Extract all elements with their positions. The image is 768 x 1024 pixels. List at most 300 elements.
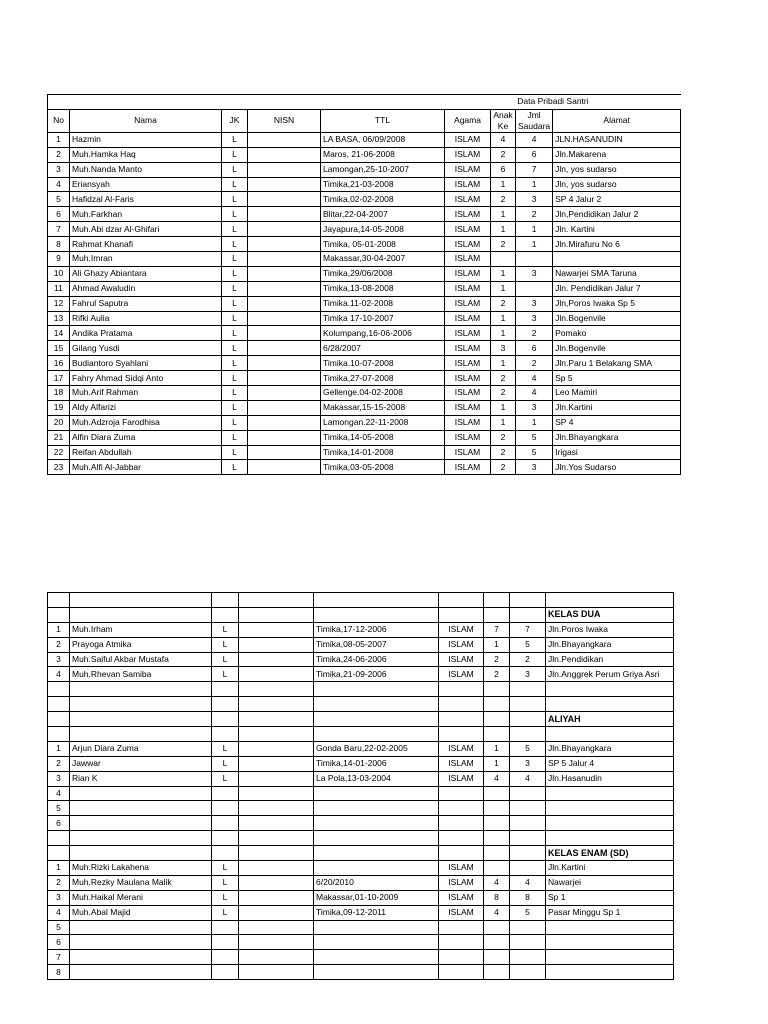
cell-nama: Fahrul Saputra (70, 296, 222, 311)
cell-agama: ISLAM (439, 741, 484, 756)
cell-jk: L (222, 460, 248, 475)
cell-alamat: Jln.Kartini (546, 861, 674, 876)
cell-no: 3 (48, 162, 70, 177)
cell-alamat: Jln.Mirafuru No 6 (553, 237, 681, 252)
cell-anak-ke: 4 (484, 875, 510, 890)
cell-no: 2 (48, 875, 70, 890)
cell-no: 6 (48, 935, 70, 950)
header-anak-ke-line1: Anak (493, 109, 513, 120)
cell-ttl: Timika.10-07-2008 (321, 356, 445, 371)
section-title: KELAS ENAM (SD) (546, 846, 674, 861)
cell-ttl (314, 786, 439, 801)
header-jml-line1: Jml (527, 109, 541, 120)
cell-no: 17 (48, 371, 70, 386)
cell-nisn (239, 861, 314, 876)
table-row (48, 132, 681, 147)
cell-alamat: Pomako (553, 326, 681, 341)
cell-agama: ISLAM (445, 460, 491, 475)
cell-no: 11 (48, 281, 70, 296)
cell-anak-ke: 1 (491, 222, 516, 237)
cell-no: 12 (48, 296, 70, 311)
cell-nisn (248, 445, 321, 460)
table-row (48, 786, 674, 801)
cell-anak-ke: 1 (484, 756, 510, 771)
cell-agama (439, 816, 484, 831)
table-row (48, 682, 674, 697)
cell-ttl: 6/20/2010 (314, 875, 439, 890)
cell-nama (70, 935, 212, 950)
cell-no: 4 (48, 786, 70, 801)
cell-no: 5 (48, 920, 70, 935)
cell-nama: Eriansyah (70, 177, 222, 192)
cell-jml-saudara: 3 (516, 460, 553, 475)
cell-ttl: Makassar,30-04-2007 (321, 252, 445, 267)
cell-jml-saudara: 5 (516, 445, 553, 460)
cell-jk (212, 950, 239, 965)
cell-anak-ke (484, 786, 510, 801)
cell-ttl: Timika,17-12-2006 (314, 622, 439, 637)
cell-anak-ke: 4 (484, 905, 510, 920)
cell-anak-ke (484, 593, 510, 608)
table-row (48, 831, 674, 846)
cell-agama (439, 935, 484, 950)
cell-jml-saudara: 3 (516, 400, 553, 415)
cell-agama: ISLAM (445, 415, 491, 430)
header-anak-ke-line2: Ke (497, 120, 509, 131)
cell-ttl (314, 682, 439, 697)
cell-jml-saudara (510, 801, 546, 816)
cell-anak-ke: 1 (491, 177, 516, 192)
table-row (48, 445, 681, 460)
cell-jk: L (222, 430, 248, 445)
cell-jml-saudara: 5 (516, 430, 553, 445)
cell-nisn (248, 266, 321, 281)
cell-no: 18 (48, 386, 70, 401)
cell-jml-saudara (510, 697, 546, 712)
cell-nama: Alfin Diara Zuma (70, 430, 222, 445)
cell-no: 8 (48, 965, 70, 980)
cell-nama: Andika Pratama (70, 326, 222, 341)
cell-agama: ISLAM (445, 400, 491, 415)
cell-nama: Rifki Aulia (70, 311, 222, 326)
cell-anak-ke: 2 (491, 371, 516, 386)
cell-agama: ISLAM (445, 341, 491, 356)
cell-nama (70, 712, 212, 727)
table-row (48, 162, 681, 177)
cell-nama: Muh.Farkhan (70, 207, 222, 222)
cell-alamat (546, 816, 674, 831)
cell-jml-saudara: 1 (516, 177, 553, 192)
cell-jml-saudara (516, 281, 553, 296)
cell-anak-ke (484, 846, 510, 861)
cell-agama: ISLAM (445, 371, 491, 386)
cell-agama (439, 786, 484, 801)
cell-nisn (239, 712, 314, 727)
table-row (48, 875, 674, 890)
cell-jk (212, 846, 239, 861)
cell-jml-saudara (516, 252, 553, 267)
table-row (48, 667, 674, 682)
cell-jk (212, 816, 239, 831)
cell-jk: L (222, 326, 248, 341)
table-row (48, 400, 681, 415)
cell-ttl: Timika,02-02-2008 (321, 192, 445, 207)
cell-anak-ke: 2 (491, 430, 516, 445)
cell-no: 14 (48, 326, 70, 341)
cell-agama: ISLAM (445, 192, 491, 207)
table-row (48, 460, 681, 475)
table-row (48, 861, 674, 876)
cell-jk: L (212, 771, 239, 786)
cell-nisn (239, 890, 314, 905)
table-row (48, 177, 681, 192)
cell-agama: ISLAM (445, 430, 491, 445)
cell-nisn (239, 652, 314, 667)
cell-ttl (314, 831, 439, 846)
cell-jk: L (222, 341, 248, 356)
cell-nisn (239, 935, 314, 950)
cell-agama: ISLAM (439, 861, 484, 876)
cell-nama: Muh.Haikal Merani (70, 890, 212, 905)
cell-jk (212, 801, 239, 816)
cell-nisn (239, 801, 314, 816)
cell-no (48, 846, 70, 861)
cell-ttl: Timika,13-08-2008 (321, 281, 445, 296)
cell-anak-ke: 1 (491, 311, 516, 326)
cell-jml-saudara: 3 (510, 667, 546, 682)
cell-nisn (248, 281, 321, 296)
cell-alamat: Jln, yos sudarso (553, 177, 681, 192)
cell-nisn (239, 607, 314, 622)
cell-anak-ke: 7 (484, 622, 510, 637)
cell-jml-saudara: 2 (516, 207, 553, 222)
table-row (48, 756, 674, 771)
cell-ttl: Timika, 05-01-2008 (321, 237, 445, 252)
cell-jml-saudara: 2 (516, 356, 553, 371)
cell-agama: ISLAM (445, 445, 491, 460)
table-row (48, 430, 681, 445)
cell-nisn (248, 341, 321, 356)
cell-agama (439, 697, 484, 712)
cell-alamat (546, 920, 674, 935)
cell-anak-ke: 1 (484, 637, 510, 652)
cell-alamat: Jln. Pendidikan Jalur 7 (553, 281, 681, 296)
cell-ttl: Timika,21-09-2006 (314, 667, 439, 682)
cell-jml-saudara (510, 607, 546, 622)
cell-jml-saudara: 8 (510, 890, 546, 905)
cell-ttl: Timika,03-05-2008 (321, 460, 445, 475)
header-alamat: Alamat (553, 109, 681, 132)
cell-no: 4 (48, 177, 70, 192)
cell-no: 3 (48, 652, 70, 667)
cell-anak-ke (484, 861, 510, 876)
header-jk: JK (222, 109, 248, 132)
cell-alamat: JLN.HASANUDIN (553, 132, 681, 147)
table-row (48, 371, 681, 386)
cell-agama: ISLAM (445, 252, 491, 267)
cell-jml-saudara: 5 (510, 637, 546, 652)
cell-nisn (239, 727, 314, 742)
cell-jk: L (222, 296, 248, 311)
cell-jml-saudara (510, 831, 546, 846)
cell-agama (439, 950, 484, 965)
table-row (48, 890, 674, 905)
cell-alamat (546, 950, 674, 965)
cell-no: 9 (48, 252, 70, 267)
cell-nisn (248, 460, 321, 475)
table-row (48, 652, 674, 667)
cell-jml-saudara: 3 (510, 756, 546, 771)
cell-ttl (314, 846, 439, 861)
cell-jml-saudara: 2 (510, 652, 546, 667)
table-row (48, 950, 674, 965)
cell-anak-ke: 1 (491, 281, 516, 296)
cell-anak-ke (491, 252, 516, 267)
header-row (48, 109, 681, 132)
cell-jml-saudara (510, 727, 546, 742)
cell-ttl: Timika,08-05-2007 (314, 637, 439, 652)
cell-anak-ke: 1 (491, 207, 516, 222)
header-agama: Agama (445, 109, 491, 132)
cell-nisn (239, 846, 314, 861)
cell-jml-saudara (510, 965, 546, 980)
cell-nama: Muh.Abal Majid (70, 905, 212, 920)
cell-no (48, 682, 70, 697)
cell-no: 20 (48, 415, 70, 430)
cell-agama (439, 712, 484, 727)
header-ttl: TTL (321, 109, 445, 132)
cell-alamat: Jln.Poros Iwaka (546, 622, 674, 637)
table-row (48, 207, 681, 222)
table-row (48, 741, 674, 756)
cell-alamat (546, 727, 674, 742)
table-row (48, 935, 674, 950)
cell-nama: Muh.Rhevan Samiba (70, 667, 212, 682)
cell-nisn (239, 816, 314, 831)
cell-no: 23 (48, 460, 70, 475)
cell-agama (439, 920, 484, 935)
cell-no: 4 (48, 905, 70, 920)
cell-ttl (314, 593, 439, 608)
cell-nisn (248, 415, 321, 430)
cell-anak-ke (484, 801, 510, 816)
table-row (48, 622, 674, 637)
cell-jk: L (222, 222, 248, 237)
cell-nisn (248, 222, 321, 237)
cell-nama (70, 831, 212, 846)
table-row (48, 801, 674, 816)
cell-anak-ke: 1 (484, 741, 510, 756)
cell-ttl: LA BASA, 06/09/2008 (321, 132, 445, 147)
cell-no: 6 (48, 816, 70, 831)
cell-nama (70, 727, 212, 742)
cell-jml-saudara (510, 816, 546, 831)
cell-no: 10 (48, 266, 70, 281)
cell-ttl: Makassar,01-10-2009 (314, 890, 439, 905)
cell-alamat: Jln. Kartini (553, 222, 681, 237)
cell-jk: L (212, 905, 239, 920)
cell-jml-saudara: 6 (516, 147, 553, 162)
cell-anak-ke (484, 965, 510, 980)
cell-nisn (239, 697, 314, 712)
cell-nama (70, 801, 212, 816)
cell-alamat (546, 697, 674, 712)
cell-jk: L (222, 207, 248, 222)
table-row (48, 905, 674, 920)
cell-agama: ISLAM (445, 311, 491, 326)
table-row (48, 311, 681, 326)
cell-jk: L (222, 266, 248, 281)
table-row (48, 771, 674, 786)
cell-anak-ke: 1 (491, 266, 516, 281)
cell-agama (439, 607, 484, 622)
cell-jml-saudara: 1 (516, 222, 553, 237)
cell-ttl: Blitar,22-04-2007 (321, 207, 445, 222)
cell-jml-saudara: 4 (516, 132, 553, 147)
cell-ttl: Maros, 21-06-2008 (321, 147, 445, 162)
cell-anak-ke: 3 (491, 341, 516, 356)
cell-no (48, 593, 70, 608)
cell-anak-ke (484, 697, 510, 712)
cell-jml-saudara: 3 (516, 266, 553, 281)
cell-jk: L (222, 386, 248, 401)
cell-no: 6 (48, 207, 70, 222)
cell-jk: L (212, 652, 239, 667)
cell-agama (439, 682, 484, 697)
cell-alamat (546, 965, 674, 980)
cell-no: 2 (48, 637, 70, 652)
cell-nama: Gilang Yusdi (70, 341, 222, 356)
cell-jk: L (222, 237, 248, 252)
cell-agama (439, 593, 484, 608)
header-no: No (48, 109, 70, 132)
cell-ttl: Lamongan.22-11-2008 (321, 415, 445, 430)
cell-jk (212, 920, 239, 935)
cell-nama: Fahry Ahmad Sidqi Anto (70, 371, 222, 386)
cell-anak-ke (484, 950, 510, 965)
cell-nama: Muh.Irham (70, 622, 212, 637)
cell-jk: L (222, 400, 248, 415)
table-row (48, 593, 674, 608)
cell-no: 16 (48, 356, 70, 371)
santri-table-body (48, 132, 681, 474)
cell-nama (70, 786, 212, 801)
cell-anak-ke: 1 (491, 326, 516, 341)
cell-alamat: Sp 5 (553, 371, 681, 386)
cell-ttl: Timika,14-05-2008 (321, 430, 445, 445)
cell-nisn (239, 905, 314, 920)
table-row (48, 266, 681, 281)
table-row (48, 326, 681, 341)
cell-no: 3 (48, 890, 70, 905)
cell-alamat: Jln.Bhayangkara (546, 741, 674, 756)
cell-jk (212, 786, 239, 801)
cell-nama: Muh.Adzroja Farodhisa (70, 415, 222, 430)
cell-nisn (248, 192, 321, 207)
cell-nisn (248, 311, 321, 326)
cell-jml-saudara (510, 682, 546, 697)
cell-ttl: La Pola,13-03-2004 (314, 771, 439, 786)
cell-alamat (546, 786, 674, 801)
cell-ttl: Timika,24-06-2006 (314, 652, 439, 667)
cell-agama: ISLAM (445, 162, 491, 177)
cell-no: 1 (48, 622, 70, 637)
cell-jk (212, 593, 239, 608)
cell-nama (70, 846, 212, 861)
cell-nama: Rian K (70, 771, 212, 786)
table-row (48, 386, 681, 401)
cell-nama (70, 697, 212, 712)
cell-agama: ISLAM (445, 237, 491, 252)
cell-agama: ISLAM (439, 905, 484, 920)
cell-nisn (239, 756, 314, 771)
cell-anak-ke (484, 727, 510, 742)
cell-ttl (314, 801, 439, 816)
cell-alamat: Jln.Kartini (553, 400, 681, 415)
cell-nama: Hafidzal Al-Faris (70, 192, 222, 207)
cell-nisn (239, 741, 314, 756)
cell-agama: ISLAM (445, 356, 491, 371)
cell-agama (439, 801, 484, 816)
cell-agama: ISLAM (445, 281, 491, 296)
cell-jk: L (222, 281, 248, 296)
cell-nama: Jawwar (70, 756, 212, 771)
cell-nisn (248, 147, 321, 162)
cell-anak-ke: 1 (491, 400, 516, 415)
cell-nisn (248, 371, 321, 386)
cell-alamat: Leo Mamiri (553, 386, 681, 401)
cell-nama (70, 965, 212, 980)
cell-jk: L (212, 890, 239, 905)
cell-anak-ke (484, 935, 510, 950)
cell-jml-saudara: 3 (516, 296, 553, 311)
cell-agama: ISLAM (439, 890, 484, 905)
cell-anak-ke: 4 (484, 771, 510, 786)
cell-alamat: Jln.Bogenvile (553, 311, 681, 326)
cell-agama: ISLAM (439, 667, 484, 682)
cell-nama: Muh.Abi dzar Al-Ghifari (70, 222, 222, 237)
cell-jml-saudara: 3 (516, 192, 553, 207)
cell-alamat: Jln.Yos Sudarso (553, 460, 681, 475)
cell-jk: L (212, 667, 239, 682)
cell-anak-ke (484, 816, 510, 831)
table-row (48, 237, 681, 252)
cell-agama: ISLAM (439, 756, 484, 771)
cell-nama: Muh.Hamka Haq (70, 147, 222, 162)
cell-agama: ISLAM (439, 637, 484, 652)
cell-nama (70, 593, 212, 608)
cell-no (48, 712, 70, 727)
cell-jml-saudara: 6 (516, 341, 553, 356)
cell-jml-saudara: 1 (516, 237, 553, 252)
cell-ttl (314, 712, 439, 727)
table-row (48, 281, 681, 296)
cell-ttl: Timika,29/06/2008 (321, 266, 445, 281)
cell-alamat: Jln.Pendidikan (546, 652, 674, 667)
cell-no: 4 (48, 667, 70, 682)
cell-agama: ISLAM (445, 296, 491, 311)
header-nama: Nama (70, 109, 222, 132)
table-row (48, 341, 681, 356)
cell-nisn (239, 682, 314, 697)
cell-alamat: Jln.Anggrek Perum Griya Asri (546, 667, 674, 682)
cell-jk (212, 727, 239, 742)
cell-anak-ke: 2 (491, 460, 516, 475)
cell-jk: L (222, 252, 248, 267)
cell-alamat: Jln,Pendidikan Jalur 2 (553, 207, 681, 222)
cell-anak-ke: 2 (491, 192, 516, 207)
cell-alamat: SP 4 (553, 415, 681, 430)
